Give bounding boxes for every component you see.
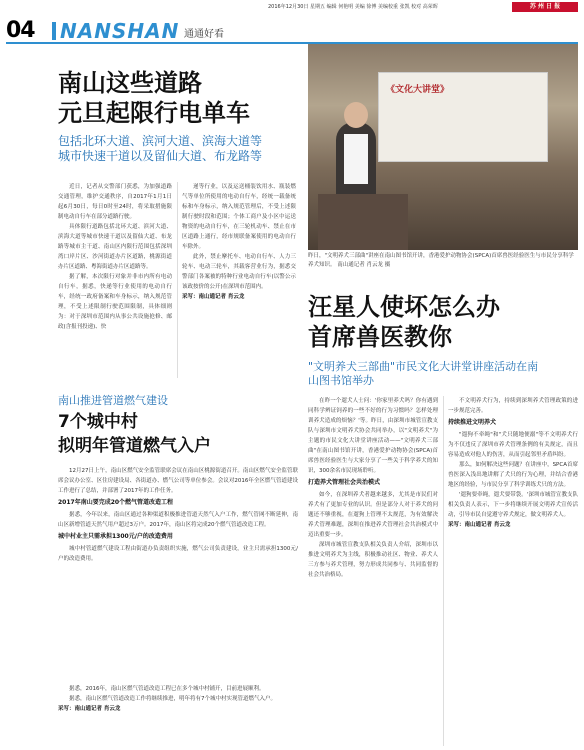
story2-column-1	[308, 396, 438, 746]
story3-column-1	[58, 466, 298, 680]
story2-paragraph: '遛狗要牵绳，遛犬要带袋。'深圳市城管宣教支队相关负责人表示，下一步将继续开展文明养犬宣传活动，引导市民自觉遵守养犬规定，做文明养犬人。	[448, 492, 578, 518]
story3-subhead: 城中村业主只需承担1300元/户的改造费用	[58, 533, 173, 540]
story2-paragraph: 不文明养犬行为，持续到深圳养犬管理政策的进一步规范完善。	[448, 398, 578, 414]
story3-headline-line1: 7个城中村	[58, 412, 138, 432]
story1-byline: 采写：南山通记者 肖云龙	[182, 294, 245, 300]
story3-headline-line2: 拟明年管道燃气入户	[58, 436, 211, 456]
podium	[318, 194, 408, 250]
story2-headline	[308, 292, 500, 352]
story2-column-2	[448, 396, 578, 746]
story2-paragraph: 深圳市城管宣教支队相关负责人介绍，深圳市以推进文明养犬为主线，积极推动社区、物业、养犬人三方参与养犬管理，努力形成共同参与、共同监督的社会共治格局。	[308, 542, 438, 578]
story2-subhead: 打造养犬管理社会共治模式	[308, 479, 381, 486]
story3-paragraph: 城中村管道燃气建设工程由街道办负责组织实施，燃气公司负责建设，业主只需承担1300元/户的改造费用。	[58, 546, 298, 562]
story3-paragraph: 据悉，2016年，南山区燃气管道改造工程已在多个城中村铺开，目前进展顺利。	[69, 686, 265, 692]
story2-subheadline: "文明养犬三部曲"市民文化大讲堂讲座活动在南山图书馆举办	[308, 360, 539, 387]
story1-paragraph: 此外，禁止摩托车、电动自行车、人力三轮车、电动三轮车，其载客营业行为，据悉交警部门各案被的特种行业电动自行车(以警公示该政按价的公开)在深圳市范围内。	[182, 254, 296, 290]
speaker-head	[344, 102, 368, 128]
story2-headline-line1: 汪星人使坏怎么办	[308, 293, 500, 321]
story1-paragraph: 据了解，本次限行对象并非市内所有电动自行车，据悉，快递等行业使用的电动自行车，经统一政府备案和车身标示，纳入规范管理，不受上述限制行驶范围限制，具体细则为：对于深圳市范围内从事公共设施抢修、邮政(含报刊投递)、快	[58, 274, 172, 330]
page-number: 04	[6, 18, 35, 43]
column-divider	[177, 182, 178, 378]
story1-column-1	[58, 182, 172, 378]
story2-paragraph: 如今，在深圳养犬者越来越多，尤其是市民们对养犬有了更加专业的认识。但是部分人对于养犬的问题还不够重视，在遛狗上管理不太规范，为有效解决养犬管理难题，深圳在推进养犬管理社会共治模式中迈出重要一步。	[308, 492, 438, 538]
column-divider	[443, 396, 444, 746]
section-name: NANSHAN	[60, 19, 180, 43]
story1-paragraph: 近日，记者从交警部门获悉，为加强道路交通管理，维护交通秩序，自2017年1月1日起6月30日，每日0时至24时，将采取措施限制电动自行车在部分道路行驶。	[58, 184, 172, 220]
lecture-photo	[308, 44, 578, 250]
story1-paragraph: 具体限行道路包括北环大道、滨河大道、滨海大道等城市快速干道以及留仙大道、布龙路等城市主干道、南山区内限行范围包括深圳湾口岸片区、沙河街道办片区道路，桃源街道办片区道路、粤海街道办片区道路等。	[58, 224, 172, 270]
section-header	[6, 16, 578, 44]
photo-caption: 昨日，"文明养犬三部曲"讲座在南山图书馆开讲，香港爱护动物协会(SPCA)首席兽医经验医生与市民分享科学养犬知识。 南山通记者 肖云龙 摄	[308, 253, 574, 268]
top-bar	[0, 0, 584, 14]
story2-paragraph: "遛狗不牵绳"和"犬只随地便溺"等不文明养犬行为不仅违反了深圳市养犬管理条例的有关规定，而且容易造成对他人的伤害，从而引起邻里矛盾纠纷。	[448, 432, 578, 458]
story3-byline: 采写：南山通记者 肖云龙	[58, 706, 121, 712]
story1-paragraph: 递等行业，以及运送桶装饮用水、瓶装燃气等单位所使用的电动自行车，经统一载备统标和车身标示，纳入规范管理后，不受上述限制行驶时段和范围；个体工商户及小区中运送物资的电动自行车，在三轮机动车、禁止在市区道路上通行，经市规联备案使用的电动自行车除外。	[182, 184, 296, 250]
story2-paragraph: 那么，如何解决这些问题？在讲座中，SPCA首席兽医深入浅出地讲解了犬只的行为心理，并结合香港地区的经验，与市民分享了科学训练犬只的方法。	[448, 462, 578, 488]
story1-headline	[58, 68, 250, 128]
story2-paragraph: 在昨一个遛犬人士问：'你家里养犬吗？你有遇到同科学辨证饲养的一些不好的行为习惯吗？怎样处理训养犬造成的烦恼？'等。昨日，由深圳市城管宣教支队与深圳市文明养犬协会共同举办，以"文明养犬"为主题的市民文化大讲堂讲座活动——"文明养犬三部曲"在南山图书馆开讲，香港爱护动物协会(SPCA)首席兽医经验医生与大家分享了一些关于科学养犬的知识，300余名市民现场聆听。	[308, 398, 438, 474]
speaker-shirt	[344, 134, 368, 184]
story2-byline: 采写：南山通记者 肖云龙	[448, 522, 511, 528]
story1-headline-line2: 元旦起限行电单车	[58, 99, 250, 127]
screen-title: 《文化大讲堂》	[386, 85, 450, 95]
story1-subheadline: 包括北环大道、滨河大道、滨海大道等城市快速干道以及留仙大道、布龙路等	[58, 134, 263, 163]
story3-paragraph: 据悉，今年以来，南山区通过各种渠道积极推进管道天然气入户工作，燃气管网不断延伸，南山区新增管道天然气用户超过3万户。2017年，南山区将完成20个燃气管道改造工程。	[58, 512, 298, 528]
story3-column-2	[58, 684, 298, 746]
section-subtitle: 通通好看	[184, 29, 224, 40]
story3-headline	[58, 410, 211, 458]
story3-paragraph: 12月27日上午，南山区燃气安全监管联席会议在南山区桃源街道召开。南山区燃气安全监管联席会议办公室、区住房建设局、各街道办、燃气公司等单位参会。会议对2016年全区燃气管道建设工作进行了总结，并部署了2017年的工作任务。	[58, 468, 298, 494]
story3-subhead: 2017年南山要完成20个燃气管道改造工程	[58, 499, 174, 506]
story1-headline-line1: 南山这些道路	[58, 69, 202, 97]
story3-kicker: 南山推进管道燃气建设	[58, 394, 168, 407]
story1-column-2	[182, 182, 296, 378]
story2-headline-line2: 首席兽医教你	[308, 323, 452, 351]
story2-subhead: 持续推进文明养犬	[448, 419, 497, 426]
issue-date: 2016年12月30日 星期五 编辑 何艳明 美编 徐博 美编校重 张凯 校对 高荣晖	[268, 4, 438, 10]
newspaper-logo: 苏 州 日 报	[512, 2, 578, 12]
story3-paragraph: 据悉，南山区燃气管道改造工作将继续推进，明年将有7个城中村实现管道燃气入户。	[69, 696, 277, 702]
page-number-divider	[52, 22, 56, 40]
